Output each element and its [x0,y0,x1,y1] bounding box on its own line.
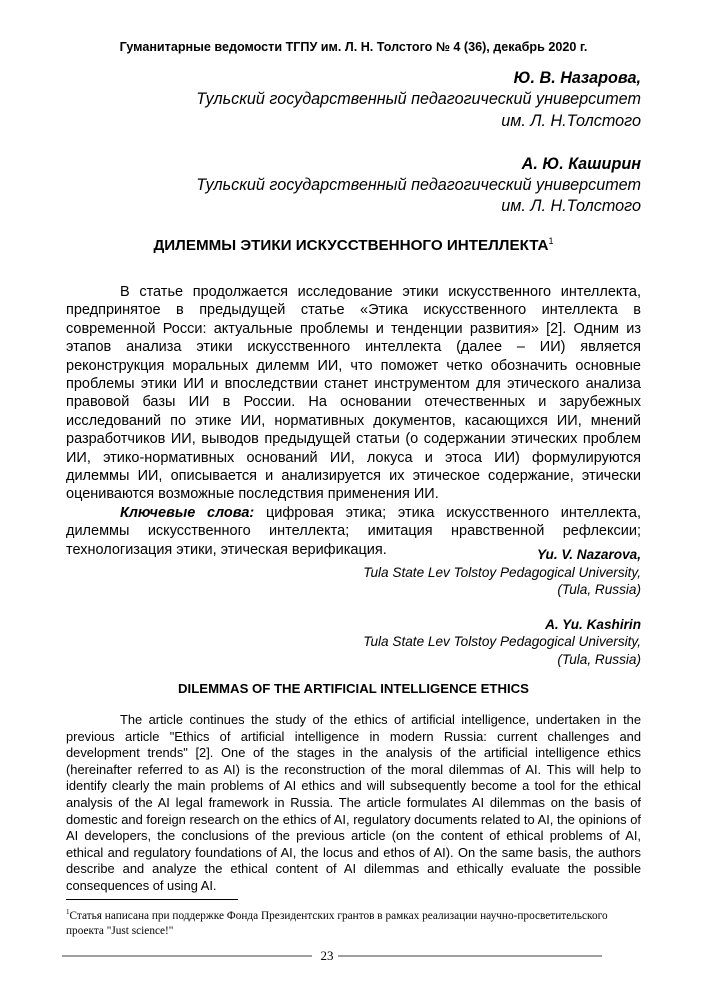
footnote-mark: 1 [548,236,554,246]
footnote-separator [66,899,238,900]
running-head: Гуманитарные ведомости ТГПУ им. Л. Н. Толстого № 4 (36), декабрь 2020 г. [119,40,588,54]
page-number: 23 [320,948,334,963]
spacer [66,132,641,154]
keywords-text: цифровая этика; этика искусственного интеллекта, дилеммы искусственного интеллекта; имитация нравственной рефлексии; технологизация этики, этическая верификация. [66,504,641,558]
keywords-label: Ключевые слова: [120,504,255,521]
abstract-en [66,712,641,895]
author-name: А. Ю. Каширин [521,154,641,173]
footnote-text: Статья написана при поддержке Фонда Президентских грантов в рамках реализации научно-просветительского проекта "Just science!" [66,909,608,938]
footnote [66,905,646,940]
author-affiliation: им. Л. Н.Толстого [501,111,641,130]
author-affiliation: Tula State Lev Tolstoy Pedagogical University, [363,564,641,580]
authors-ru [66,68,641,218]
footnote-mark: 1 [66,908,70,916]
authors-en [66,546,641,669]
article-title-ru [66,236,641,254]
footer-rule-left [62,955,312,957]
spacer [66,599,641,616]
author-affiliation: Тульский государственный педагогический университет [196,90,641,109]
title-text: ДИЛЕММЫ ЭТИКИ ИСКУССТВЕННОГО ИНТЕЛЛЕКТА [153,237,549,255]
article-title-en: DILEMMAS OF THE ARTIFICIAL INTELLIGENCE ETHICS [178,681,529,696]
author-affiliation: Tula State Lev Tolstoy Pedagogical University, [363,634,641,650]
author-name: A. Yu. Kashirin [545,616,641,632]
author-name: Yu. V. Nazarova, [536,547,641,562]
author-affiliation: им. Л. Н.Толстого [501,197,641,216]
author-location: (Tula, Russia) [557,651,641,667]
abstract-paragraph: В статье продолжается исследование этики искусственного интеллекта, предпринятое в предыдущей статье «Этика искусственного интеллекта в современной Росси: актуальные проблемы и тенденции развития» [2]. Одним из этапов анализа этики искусственного интеллекта (далее – ИИ) является реконструкция моральных дилемм ИИ, что поможет четко обозначить основные проблемы этики ИИ и впоследствии станет инструментом для этического анализа правовой базы ИИ в России. На основании отечественных и зарубежных исследований по этике ИИ, нормативных документов, касающихся ИИ, мнений разработчиков ИИ, выводов предыдущей статьи (о содержании этических проблем ИИ, этико-нормативных оснований ИИ, локуса и этоса ИИ) формулируются дилеммы ИИ, описывается и анализируется их этическое содержание, этически оцениваются возможные последствия применения ИИ. [66,284,641,503]
page-footer [62,948,602,964]
author-location: (Tula, Russia) [557,582,641,598]
abstract-ru [66,283,641,559]
abstract-paragraph: The article continues the study of the ethics of artificial intelligence, undertaken in the previous article "Ethics of artificial intelligence in modern Russia: current challenges and development trends" [2]. One of the stages in the analysis of the artificial intelligence ethics (hereinafter referred to as AI) is the reconstruction of the moral dilemmas of AI. This will help to identify clearly the main problems of AI ethics and will subsequently become a tool for the ethical analysis of the AI legal framework in Russia. The article formulates AI dilemmas on the basis of domestic and foreign research on the ethics of AI, regulatory documents related to AI, the opinions of AI developers, the conclusions of the previous article (on the content of ethical problems of AI, ethical and regulatory foundations of AI, the locus and ethos of AI). On the same basis, the authors describe and analyze the ethical content of AI dilemmas and ethically evaluate the possible consequences of using AI. [66,712,641,893]
footer-rule-right [338,955,602,957]
author-name: Ю. В. Назарова, [513,69,641,87]
author-affiliation: Тульский государственный педагогический университет [196,176,641,195]
